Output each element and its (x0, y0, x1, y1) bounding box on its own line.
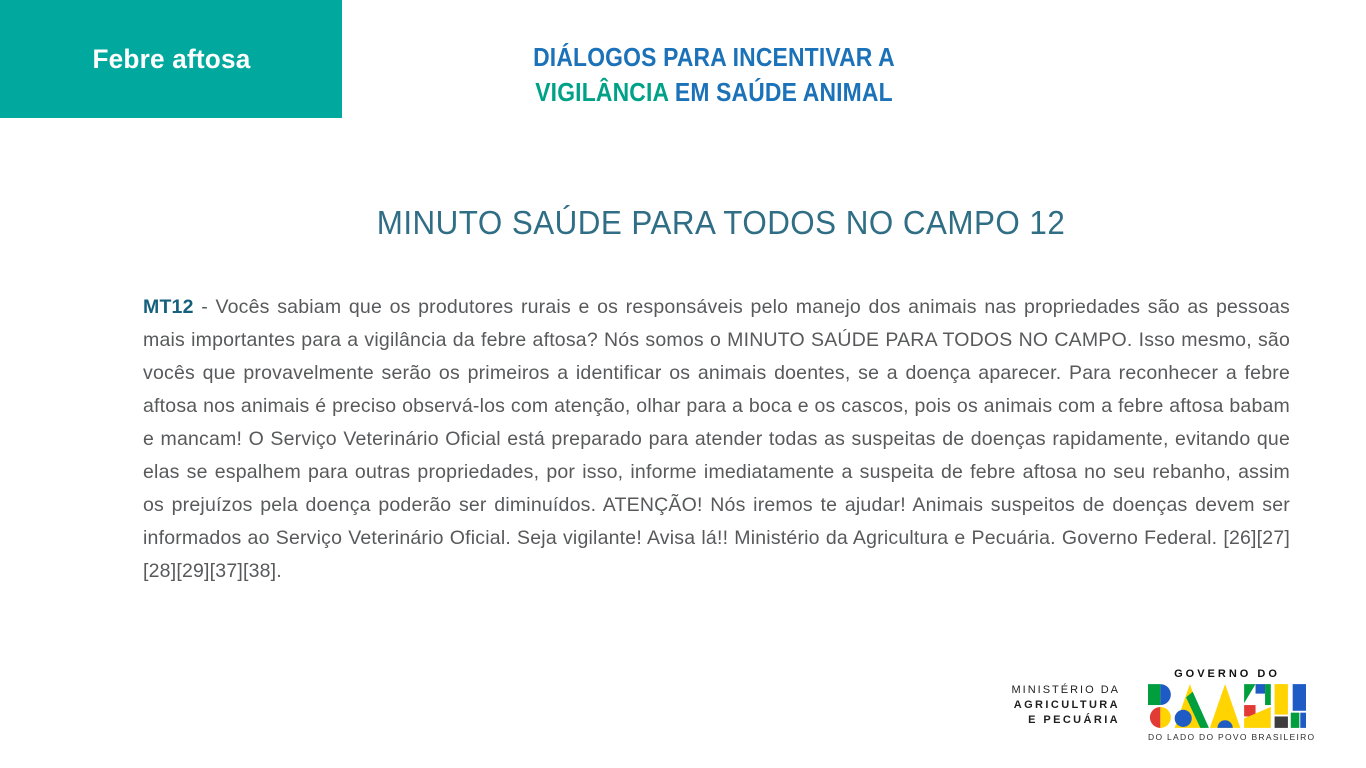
topic-badge-label: Febre aftosa (91, 43, 251, 74)
page-title-line2-rest: EM SAÚDE ANIMAL (668, 77, 893, 107)
page-title-line1-text: DIÁLOGOS PARA INCENTIVAR A (533, 42, 895, 72)
government-logo-block (1148, 668, 1316, 742)
paragraph-text: - Vocês sabiam que os produtores rurais e os responsáveis pelo manejo dos animais nas propriedades são as pessoas mais importantes para a vigilância da febre aftosa? Nós somos o MINUTO SAÚDE PARA TODOS NO CAMPO. Isso mesmo, são vocês que provavelmente serão os primeiros a identificar os animais doentes, se a doença aparecer. Para reconhecer a febre aftosa nos animais é preciso observá-los com atenção, olhar para a boca e os cascos, pois os animais com a febre aftosa babam e mancam! O Serviço Veterinário Oficial está preparado para atender todas as suspeitas de doenças rapidamente, evitando que elas se espalhem para outras propriedades, por isso, informe imediatamente a suspeita de febre aftosa no seu rebanho, assim os prejuízos pela doença poderão ser diminuídos. ATENÇÃO! Nós iremos te ajudar! Animais suspeitos de doenças devem ser informados ao Serviço Veterinário Oficial. Seja vigilante! Avisa lá!! Ministério da Agricultura e Pecuária. Governo Federal. [26][27][28][29][37][38]. (143, 296, 1290, 582)
ministry-signature (1011, 683, 1120, 728)
topic-badge (0, 0, 342, 118)
page-title-highlight: VIGILÂNCIA (535, 77, 669, 107)
page-title (450, 40, 978, 110)
ministry-line2: AGRICULTURA (1013, 699, 1120, 711)
page-title-line2 (450, 75, 978, 110)
brasil-wordmark-icon (1148, 684, 1306, 728)
paragraph-tag: MT12 (143, 296, 194, 318)
government-logo-top-text: GOVERNO DO (1174, 668, 1280, 680)
government-logo-tagline: DO LADO DO POVO BRASILEIRO (1148, 732, 1316, 742)
ministry-line1: MINISTÉRIO DA (1011, 684, 1120, 696)
section-heading: MINUTO SAÚDE PARA TODOS NO CAMPO 12 (376, 204, 1066, 241)
ministry-line3: E PECUÁRIA (1028, 714, 1120, 726)
page-title-line1 (450, 40, 978, 75)
body-paragraph (143, 291, 1290, 588)
